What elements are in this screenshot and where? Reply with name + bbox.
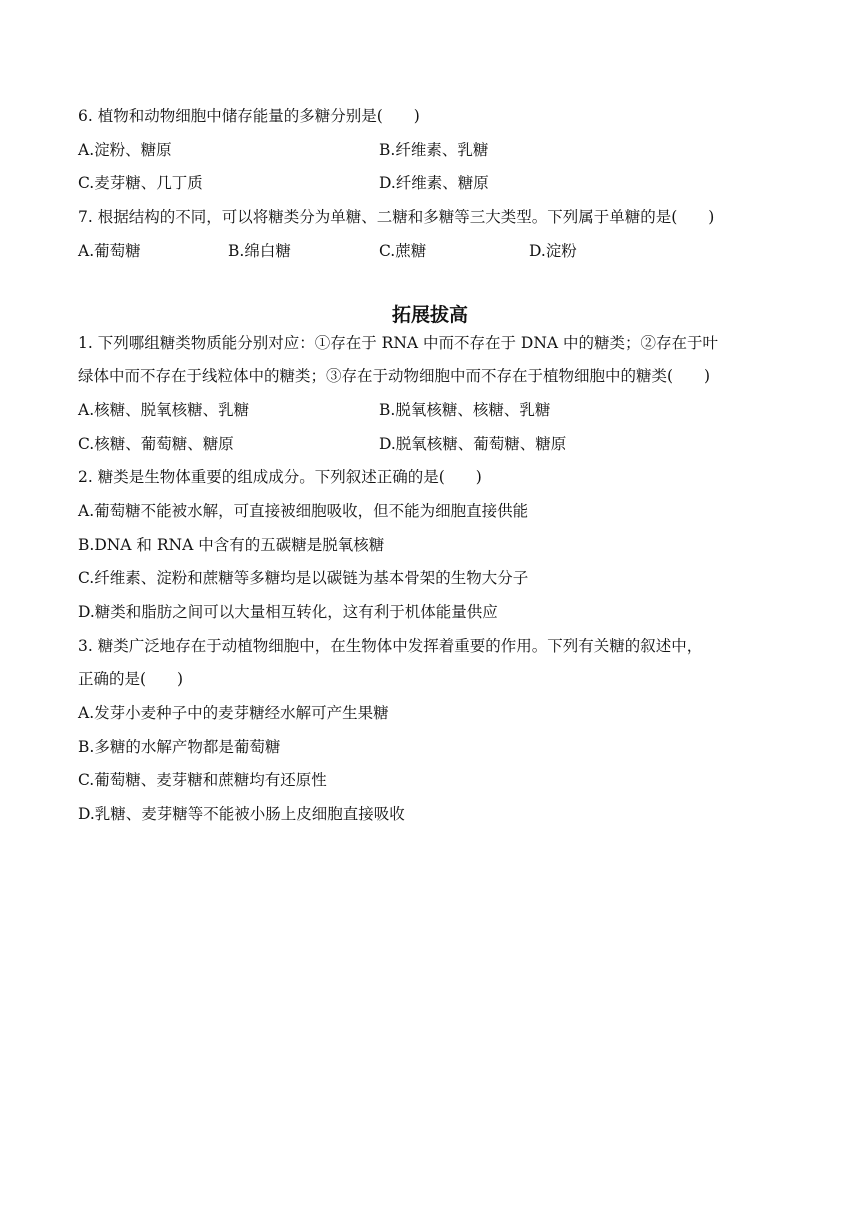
section-title: 拓展拔高 — [391, 304, 468, 326]
section-question-3-stem-line-1: 3. 糖类广泛地存在于动植物细胞中，在生物体中发挥着重要的作用。下列有关糖的叙述中， — [78, 637, 703, 655]
section-question-1-option-b: B.脱氧核糖、核糖、乳糖 — [379, 401, 551, 419]
section-question-2-option-b: B.DNA 和 RNA 中含有的五碳糖是脱氧核糖 — [78, 536, 385, 554]
section-question-3-option-d: D.乳糖、麦芽糖等不能被小肠上皮细胞直接吸收 — [78, 805, 405, 823]
section-question-1-option-d: D.脱氧核糖、葡萄糖、糖原 — [379, 435, 567, 453]
question-7-stem: 7. 根据结构的不同，可以将糖类分为单糖、二糖和多糖等三大类型。下列属于单糖的是( ) — [78, 208, 715, 226]
question-7-option-c: C.蔗糖 — [379, 242, 427, 260]
section-question-2-option-d: D.糖类和脂肪之间可以大量相互转化，这有利于机体能量供应 — [78, 603, 498, 621]
question-7-option-b: B.绵白糖 — [228, 242, 291, 260]
section-question-3-option-a: A.发芽小麦种子中的麦芽糖经水解可产生果糖 — [78, 704, 389, 722]
section-question-3-option-c: C.葡萄糖、麦芽糖和蔗糖均有还原性 — [78, 771, 327, 789]
section-question-1-option-c: C.核糖、葡萄糖、糖原 — [78, 435, 234, 453]
section-question-3-option-b: B.多糖的水解产物都是葡萄糖 — [78, 738, 281, 756]
section-question-3-stem-line-2: 正确的是( ) — [78, 670, 184, 688]
question-6-stem: 6. 植物和动物细胞中储存能量的多糖分别是( ) — [78, 107, 420, 125]
section-question-1-stem-line-1: 1. 下列哪组糖类物质能分别对应：①存在于 RNA 中而不存在于 DNA 中的糖类；②存在于叶 — [78, 334, 719, 352]
question-6-option-a: A.淀粉、糖原 — [78, 141, 172, 159]
section-question-2-option-c: C.纤维素、淀粉和蔗糖等多糖均是以碳链为基本骨架的生物大分子 — [78, 569, 529, 587]
question-6-option-b: B.纤维素、乳糖 — [379, 141, 489, 159]
section-question-1-stem-line-2: 绿体中而不存在于线粒体中的糖类；③存在于动物细胞中而不存在于植物细胞中的糖类( ) — [78, 367, 711, 385]
question-6-option-d: D.纤维素、糖原 — [379, 174, 489, 192]
section-question-1-option-a: A.核糖、脱氧核糖、乳糖 — [78, 401, 250, 419]
question-7-option-a: A.葡萄糖 — [78, 242, 141, 260]
section-question-2-stem: 2. 糖类是生物体重要的组成成分。下列叙述正确的是( ) — [78, 468, 482, 486]
question-7-option-d: D.淀粉 — [529, 242, 577, 260]
question-6-option-c: C.麦芽糖、几丁质 — [78, 174, 203, 192]
section-question-2-option-a: A.葡萄糖不能被水解，可直接被细胞吸收，但不能为细胞直接供能 — [78, 502, 529, 520]
